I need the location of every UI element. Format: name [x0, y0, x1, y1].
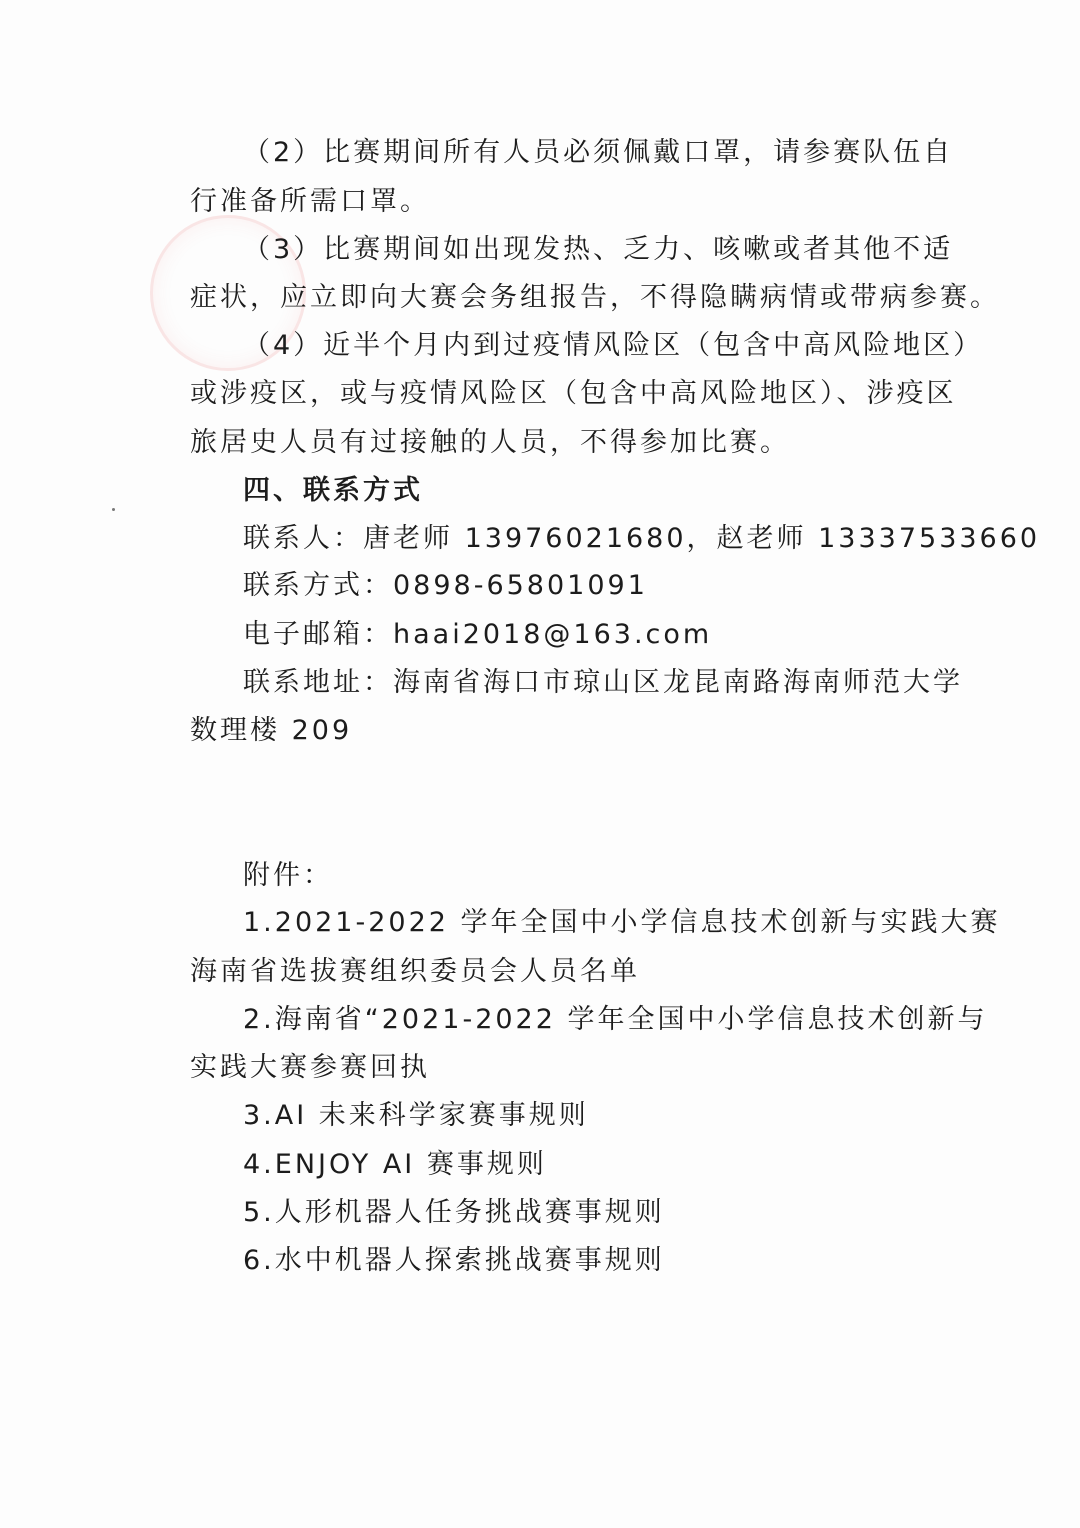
contact-line: 数理楼 209 [190, 715, 353, 746]
contact-line: 电子邮箱：haai2018@163.com [243, 619, 713, 650]
attachment-line: 3.AI 未来科学家赛事规则 [243, 1100, 589, 1131]
attachment-line: 1.2021-2022 学年全国中小学信息技术创新与实践大赛 [243, 907, 1001, 938]
contact-line: 联系人：唐老师 13976021680，赵老师 13337533660 [243, 523, 1041, 554]
attachment-line: 4.ENJOY AI 赛事规则 [243, 1149, 547, 1180]
paragraph-line: 行准备所需口罩。 [190, 186, 430, 217]
paragraph-line: 或涉疫区，或与疫情风险区（包含中高风险地区）、涉疫区 [190, 378, 957, 409]
contact-line: 联系地址：海南省海口市琼山区龙昆南路海南师范大学 [243, 667, 963, 698]
section-heading: 四、联系方式 [243, 475, 423, 506]
attachment-line: 5.人形机器人任务挑战赛事规则 [243, 1197, 665, 1228]
attachment-line: 6.水中机器人探索挑战赛事规则 [243, 1245, 665, 1276]
paragraph-line: 症状，应立即向大赛会务组报告，不得隐瞒病情或带病参赛。 [190, 282, 1000, 313]
paragraph-line: （2）比赛期间所有人员必须佩戴口罩，请参赛队伍自 [243, 137, 954, 168]
paragraph-line: （3）比赛期间如出现发热、乏力、咳嗽或者其他不适 [243, 234, 954, 265]
attachment-label: 附件： [243, 860, 333, 891]
attachment-line: 海南省选拔赛组织委员会人员名单 [190, 956, 640, 987]
attachment-line: 2.海南省“2021-2022 学年全国中小学信息技术创新与 [243, 1004, 988, 1035]
attachment-line: 实践大赛参赛回执 [190, 1052, 430, 1083]
paragraph-line: 旅居史人员有过接触的人员，不得参加比赛。 [190, 427, 790, 458]
scan-speck [112, 508, 115, 511]
contact-line: 联系方式：0898-65801091 [243, 570, 648, 601]
paragraph-line: （4）近半个月内到过疫情风险区（包含中高风险地区） [243, 330, 984, 361]
